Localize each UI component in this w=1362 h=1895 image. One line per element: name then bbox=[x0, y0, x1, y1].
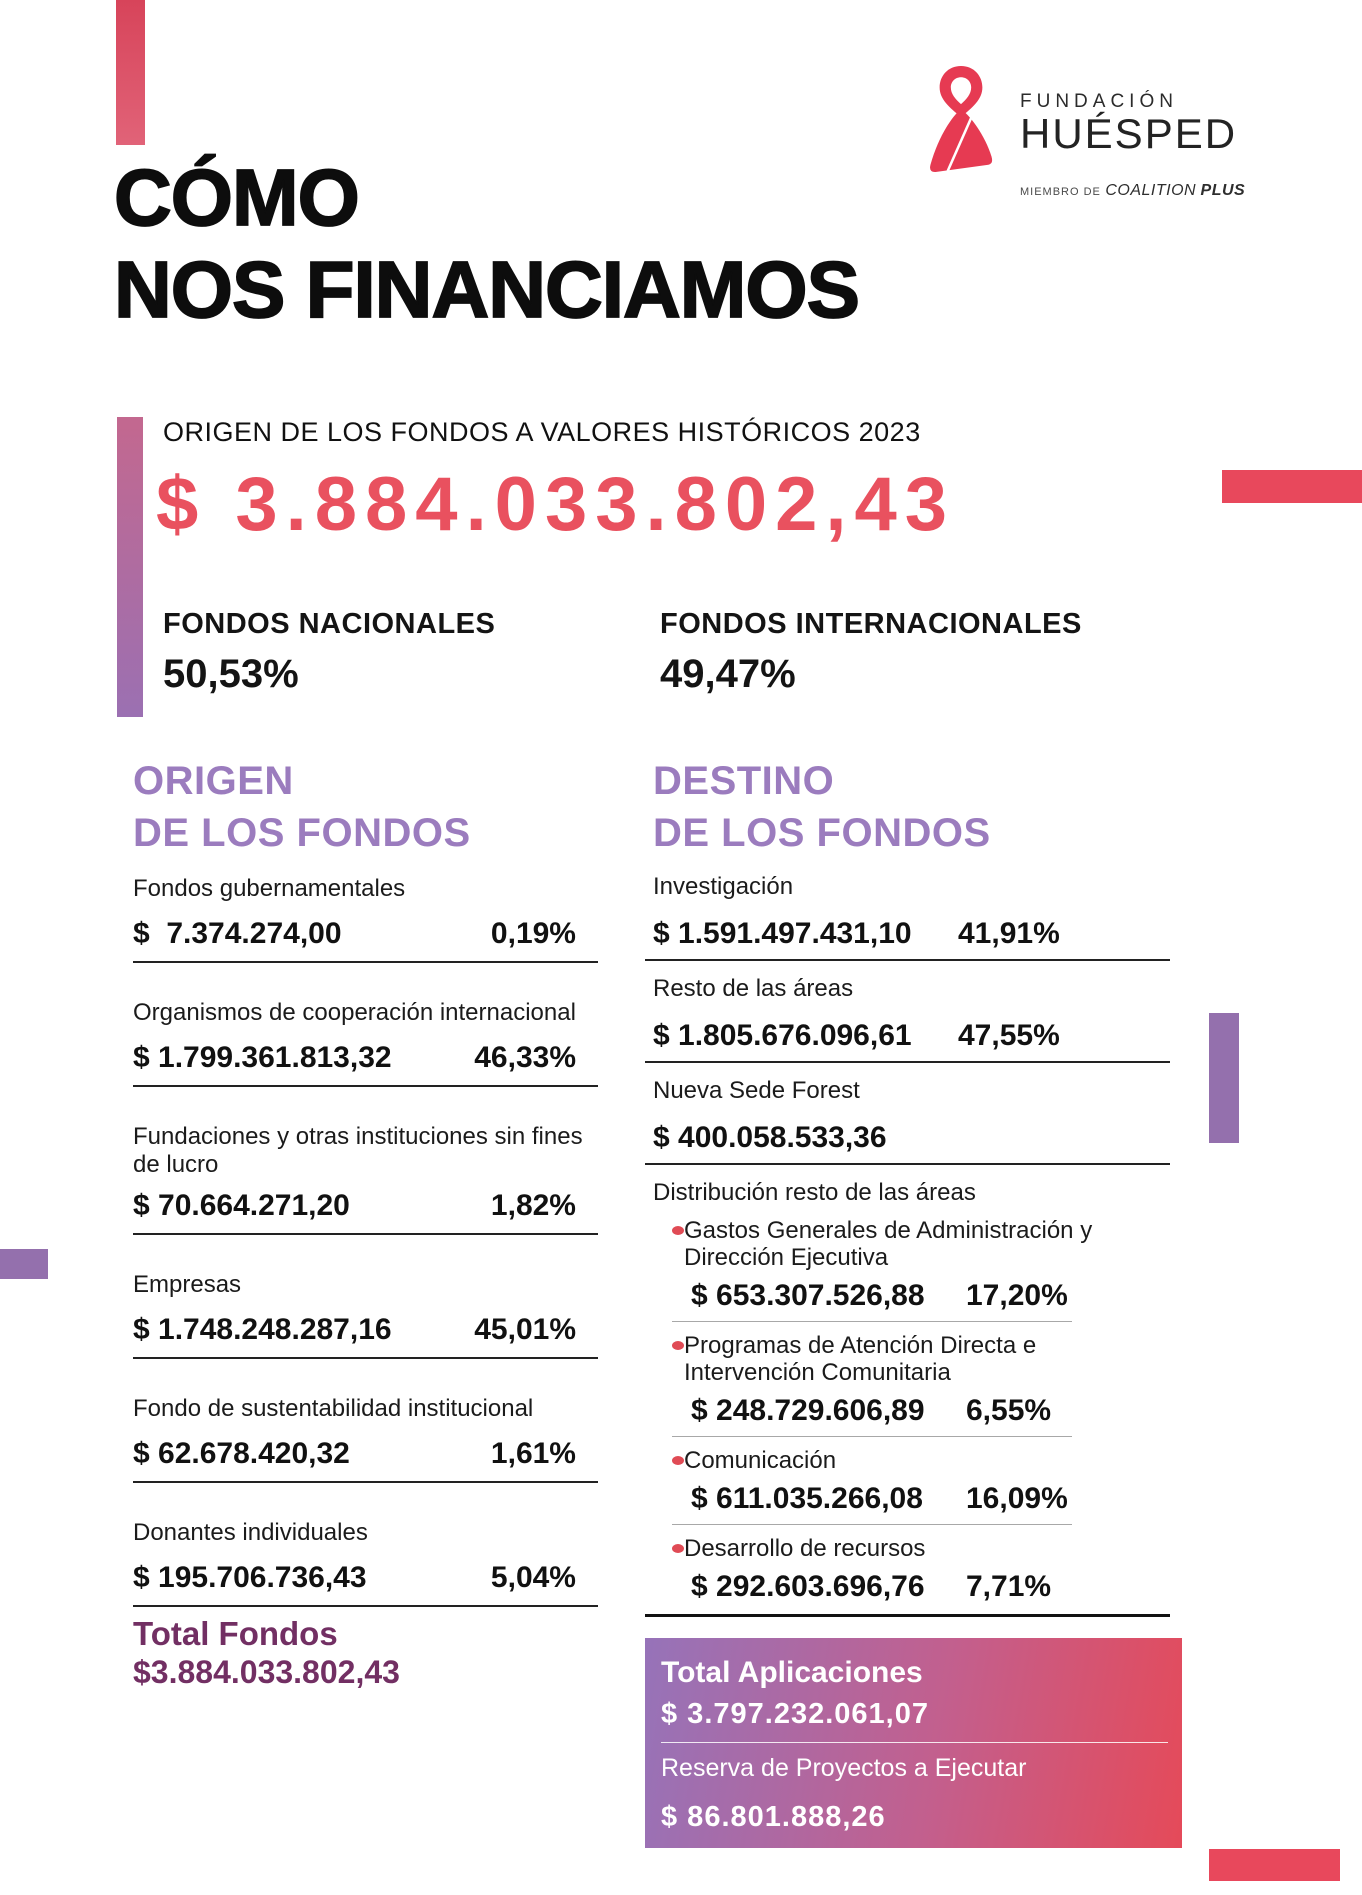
reserva-amount: $ 86.801.888,26 bbox=[661, 1801, 886, 1833]
logo-membership-line bbox=[1020, 182, 1350, 200]
origen-item-value-row bbox=[133, 917, 598, 951]
accent-bar-right-purple bbox=[1209, 1013, 1239, 1143]
origen-heading-line2: DE LOS FONDOS bbox=[133, 811, 471, 855]
accent-bar-top-left bbox=[116, 0, 145, 145]
distribution-item-amount: $ 248.729.606,89 bbox=[691, 1394, 925, 1427]
origen-item-value-row bbox=[133, 1313, 598, 1347]
destino-item-label: Resto de las áreas bbox=[653, 975, 854, 1002]
red-bullet-icon bbox=[672, 1456, 684, 1465]
divider bbox=[645, 959, 1170, 961]
logo-plus-text: PLUS bbox=[1200, 182, 1246, 199]
origen-item-percent: 45,01% bbox=[474, 1313, 576, 1346]
origen-item-percent: 1,82% bbox=[490, 1189, 576, 1222]
distribution-item-label bbox=[672, 1217, 1170, 1271]
origen-heading-line1: ORIGEN bbox=[133, 759, 294, 803]
distribution-item-text: Gastos Generales de Administración y Dirección Ejecutiva bbox=[684, 1217, 1093, 1271]
accent-bar-left-purple bbox=[0, 1249, 48, 1279]
total-fondos-amount: $3.884.033.802,43 bbox=[133, 1654, 400, 1690]
national-funds-label: FONDOS NACIONALES bbox=[163, 608, 496, 640]
divider bbox=[645, 1163, 1170, 1165]
destino-item-label: Investigación bbox=[653, 873, 794, 900]
distribution-item-percent: 6,55% bbox=[966, 1394, 1052, 1427]
sub-divider bbox=[672, 1524, 1072, 1525]
distribution-item-value-row bbox=[683, 1394, 1170, 1428]
origen-item-amount: $ 195.706.736,43 bbox=[133, 1561, 367, 1594]
page-title bbox=[114, 152, 859, 336]
distribution-item-value-row bbox=[683, 1279, 1170, 1313]
destino-column bbox=[645, 755, 1170, 1617]
red-bullet-icon bbox=[672, 1226, 684, 1235]
destino-item-value-row bbox=[645, 1121, 1170, 1155]
distribution-item-label bbox=[672, 1447, 1170, 1474]
logo-coalition-text: COALITION bbox=[1105, 182, 1197, 199]
origen-item-value-row bbox=[133, 1189, 598, 1223]
destino-item-amount: $ 1.591.497.431,10 bbox=[653, 917, 912, 950]
divider bbox=[133, 1481, 598, 1483]
distribution-item-value-row bbox=[683, 1482, 1170, 1516]
divider bbox=[133, 1085, 598, 1087]
distribution-item-label bbox=[672, 1535, 1170, 1562]
origen-item-percent: 46,33% bbox=[474, 1041, 576, 1074]
reserva-label: Reserva de Proyectos a Ejecutar bbox=[661, 1754, 1027, 1782]
destino-heading bbox=[645, 755, 1170, 859]
distribution-item-label bbox=[672, 1332, 1170, 1386]
origen-item-label: Organismos de cooperación internacional bbox=[133, 999, 576, 1026]
destino-heading-line2: DE LOS FONDOS bbox=[653, 811, 991, 855]
origen-item-value-row bbox=[133, 1041, 598, 1075]
origen-item-amount: $ 7.374.274,00 bbox=[133, 917, 342, 950]
red-bullet-icon bbox=[672, 1544, 684, 1553]
divider-thick bbox=[645, 1614, 1170, 1617]
accent-bar-right-red bbox=[1222, 470, 1362, 503]
page-title-line2: NOS FINANCIAMOS bbox=[114, 245, 859, 334]
total-aplicaciones-amount: $ 3.797.232.061,07 bbox=[661, 1698, 929, 1730]
distribution-item-text: Comunicación bbox=[684, 1447, 837, 1474]
red-bullet-icon bbox=[672, 1341, 684, 1350]
sub-divider bbox=[672, 1321, 1072, 1322]
total-aplicaciones-box bbox=[645, 1638, 1182, 1848]
origen-item-label: Donantes individuales bbox=[133, 1519, 368, 1546]
destino-item-label: Nueva Sede Forest bbox=[653, 1077, 860, 1104]
origen-item-percent: 5,04% bbox=[490, 1561, 576, 1594]
origen-item-percent: 1,61% bbox=[490, 1437, 576, 1470]
distribution-item-percent: 7,71% bbox=[966, 1570, 1052, 1603]
origen-item-amount: $ 1.748.248.287,16 bbox=[133, 1313, 392, 1346]
international-funds-percent: 49,47% bbox=[660, 652, 796, 696]
logo-huesped-text: HUÉSPED bbox=[1020, 110, 1238, 157]
destino-item-percent: 47,55% bbox=[958, 1019, 1060, 1052]
distribution-item-amount: $ 292.603.696,76 bbox=[691, 1570, 925, 1603]
distribution-item-text: Programas de Atención Directa e Intervención Comunitaria bbox=[684, 1332, 1037, 1386]
destino-item-value-row bbox=[645, 917, 1170, 951]
origen-item-value-row bbox=[133, 1437, 598, 1471]
divider bbox=[133, 1605, 598, 1607]
origen-item-label: Fondos gubernamentales bbox=[133, 875, 406, 902]
origen-item-amount: $ 70.664.271,20 bbox=[133, 1189, 350, 1222]
destino-item-amount: $ 1.805.676.096,61 bbox=[653, 1019, 912, 1052]
sub-divider bbox=[672, 1436, 1072, 1437]
total-funds-amount: $ 3.884.033.802,43 bbox=[156, 462, 956, 547]
international-funds-label: FONDOS INTERNACIONALES bbox=[660, 608, 1082, 640]
origen-item-label: Fundaciones y otras instituciones sin fines de lucro bbox=[133, 1123, 583, 1178]
origen-item-percent: 0,19% bbox=[490, 917, 576, 950]
distribution-heading: Distribución resto de las áreas bbox=[653, 1179, 976, 1206]
origen-item-amount: $ 1.799.361.813,32 bbox=[133, 1041, 392, 1074]
destino-item-percent: 41,91% bbox=[958, 917, 1060, 950]
international-funds-block bbox=[660, 606, 1082, 698]
origen-item-label: Fondo de sustentabilidad institucional bbox=[133, 1395, 534, 1422]
origen-column bbox=[133, 755, 598, 1691]
logo-member-prefix: MIEMBRO DE bbox=[1020, 186, 1101, 198]
origen-item-value-row bbox=[133, 1561, 598, 1595]
box-divider bbox=[661, 1742, 1168, 1743]
divider bbox=[133, 1233, 598, 1235]
total-fondos-label: Total Fondos bbox=[133, 1615, 338, 1652]
destino-heading-line1: DESTINO bbox=[653, 759, 835, 803]
funds-origin-heading: ORIGEN DE LOS FONDOS A VALORES HISTÓRICOS 2023 bbox=[163, 417, 921, 447]
origen-heading bbox=[133, 755, 598, 859]
national-funds-block bbox=[163, 606, 495, 698]
accent-bar-gradient-vertical bbox=[117, 417, 143, 717]
destino-item-amount: $ 400.058.533,36 bbox=[653, 1121, 887, 1154]
distribution-item-percent: 17,20% bbox=[966, 1279, 1068, 1312]
divider bbox=[133, 961, 598, 963]
distribution-item-text: Desarrollo de recursos bbox=[684, 1535, 926, 1562]
red-ribbon-icon bbox=[926, 66, 996, 180]
page-title-line1: CÓMO bbox=[114, 153, 359, 242]
origen-item-label: Empresas bbox=[133, 1271, 242, 1298]
distribution-item-value-row bbox=[683, 1570, 1170, 1604]
national-funds-percent: 50,53% bbox=[163, 652, 299, 696]
total-aplicaciones-label: Total Aplicaciones bbox=[661, 1656, 923, 1689]
origen-item-amount: $ 62.678.420,32 bbox=[133, 1437, 350, 1470]
logo-fundacion-text: FUNDACIÓN bbox=[1020, 91, 1178, 112]
divider bbox=[133, 1357, 598, 1359]
divider bbox=[645, 1061, 1170, 1063]
fundacion-huesped-logo bbox=[1020, 92, 1350, 200]
destino-item-value-row bbox=[645, 1019, 1170, 1053]
distribution-item-amount: $ 611.035.266,08 bbox=[691, 1482, 923, 1515]
accent-bar-bottom-red bbox=[1209, 1849, 1340, 1881]
distribution-item-amount: $ 653.307.526,88 bbox=[691, 1279, 925, 1312]
distribution-item-percent: 16,09% bbox=[966, 1482, 1068, 1515]
